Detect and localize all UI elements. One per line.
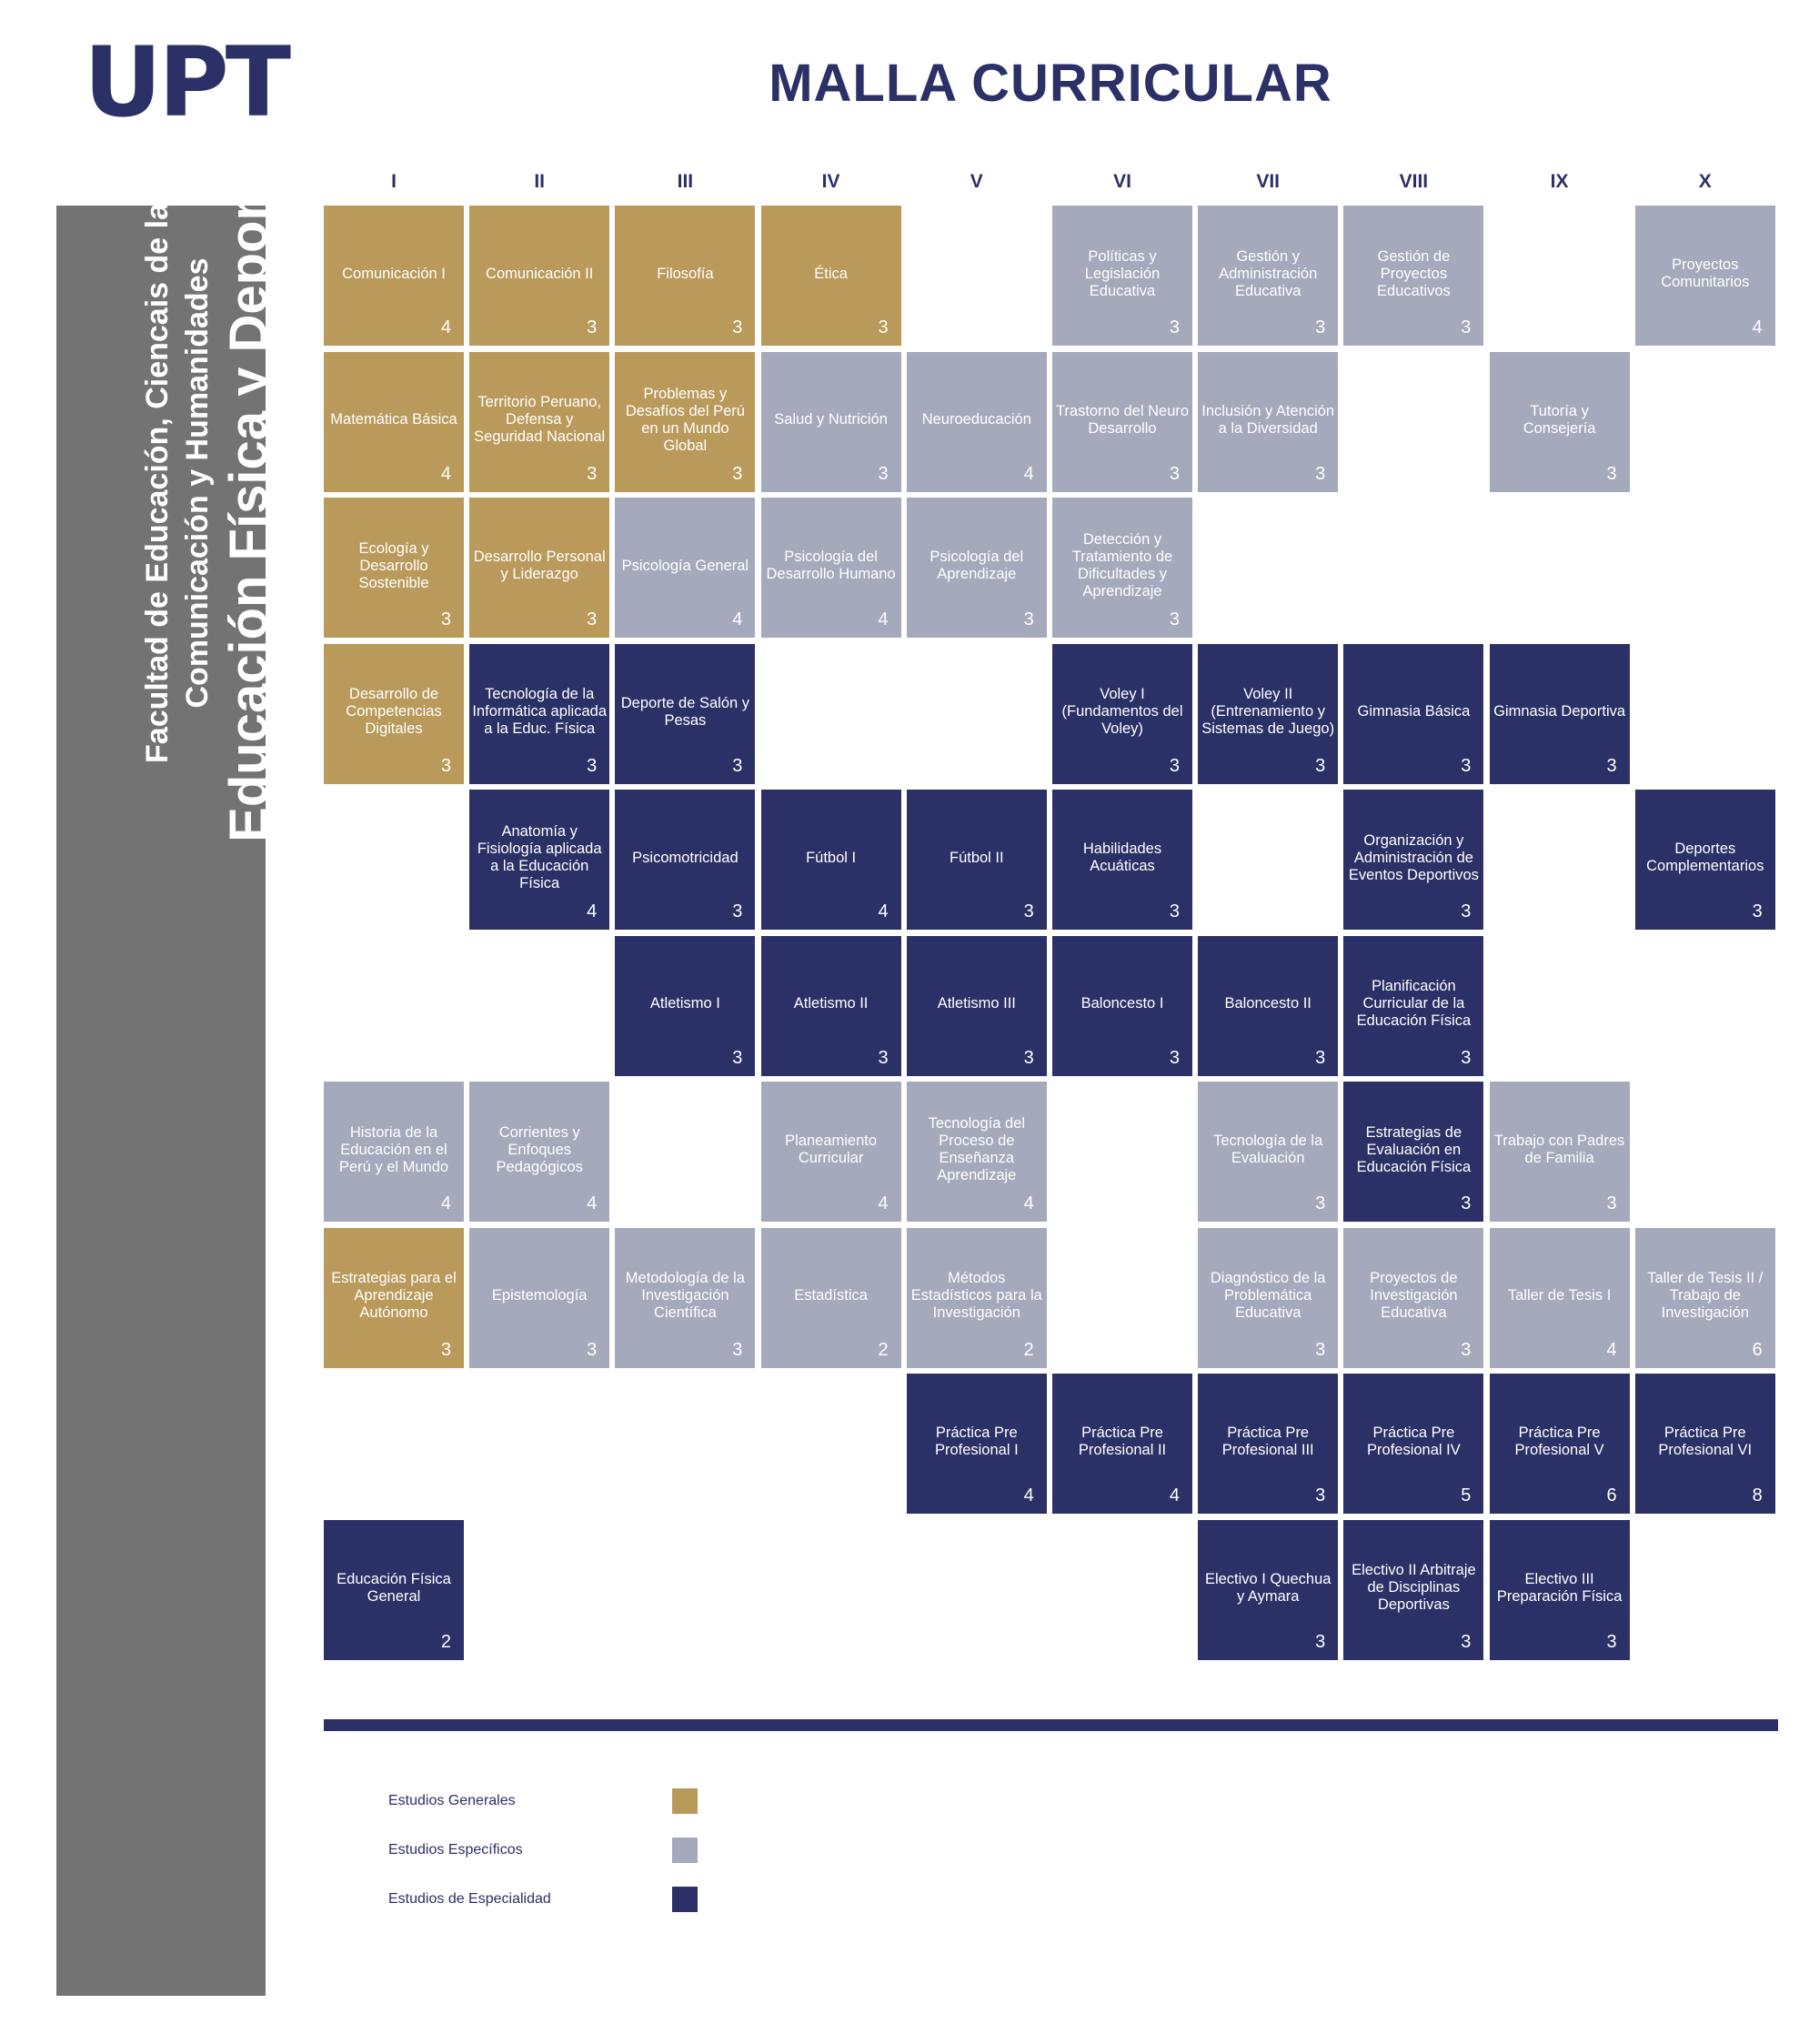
course-cell xyxy=(761,498,901,638)
course-credits: 3 xyxy=(1461,1193,1472,1213)
course-credits: 4 xyxy=(878,901,889,921)
course-name: Diagnóstico de la Problemática Educativa xyxy=(1210,1270,1326,1321)
course-cell xyxy=(1635,1228,1775,1368)
course-name: Planificación Curricular de la Educación Física xyxy=(1356,978,1472,1029)
course-credits: 2 xyxy=(878,1339,889,1360)
course-cell xyxy=(1490,1374,1630,1514)
course-name: Tutoría y Consejería xyxy=(1523,402,1596,437)
course-name: Práctica Pre Profesional I xyxy=(934,1425,1019,1458)
legend-swatch xyxy=(672,1887,698,1912)
course-cell xyxy=(1052,206,1192,346)
course-name: Desarrollo Personal y Liderazgo xyxy=(473,549,606,582)
course-credits: 3 xyxy=(732,1339,743,1360)
course-credits: 3 xyxy=(1461,1339,1472,1360)
course-credits: 3 xyxy=(1461,901,1472,921)
course-cell xyxy=(1635,790,1775,930)
course-credits: 3 xyxy=(1169,609,1180,629)
course-credits: 5 xyxy=(1461,1485,1472,1505)
course-name: Matemática Básica xyxy=(330,411,457,428)
course-credits: 3 xyxy=(1315,1047,1326,1068)
legend-label: Estudios Específicos xyxy=(388,1842,523,1858)
course-name: Deporte de Salón y Pesas xyxy=(620,694,750,729)
course-name: Planeamiento Curricular xyxy=(785,1133,878,1166)
divider-bar xyxy=(324,1719,1778,1731)
course-cell xyxy=(324,206,464,346)
course-name: Trabajo con Padres de Familia xyxy=(1493,1133,1625,1166)
course-credits: 4 xyxy=(878,1193,889,1213)
course-credits: 4 xyxy=(1169,1485,1180,1505)
course-name: Práctica Pre Profesional IV xyxy=(1367,1425,1461,1458)
course-cell xyxy=(1343,644,1483,784)
sidebar-text xyxy=(105,0,314,1111)
course-cell xyxy=(1052,1374,1192,1514)
course-cell xyxy=(1198,1374,1338,1514)
course-credits: 4 xyxy=(1023,1485,1034,1505)
course-name: Detección y Tratamiento de Dificultades y Aprendizaje xyxy=(1071,531,1173,599)
course-name: Tecnología de la Evaluación xyxy=(1213,1133,1323,1166)
course-credits: 4 xyxy=(1606,1339,1617,1360)
course-name: Políticas y Legislación Educativa xyxy=(1084,247,1161,299)
course-name: Comunicación I xyxy=(342,265,446,282)
course-name: Salud y Nutrición xyxy=(774,411,888,428)
course-credits: 3 xyxy=(587,755,598,776)
course-name: Comunicación II xyxy=(486,265,594,282)
course-cell xyxy=(1052,352,1192,492)
course-name: Psicología del Aprendizaje xyxy=(930,549,1024,582)
semester-header-vi: VI xyxy=(1113,171,1131,192)
course-cell xyxy=(1490,352,1630,492)
course-credits: 3 xyxy=(440,1339,451,1360)
course-cell xyxy=(1198,936,1338,1076)
course-cell xyxy=(324,498,464,638)
course-name: Voley II (Entrenamiento y Sistemas de Juego) xyxy=(1201,686,1335,737)
course-credits: 6 xyxy=(1752,1339,1763,1360)
course-credits: 6 xyxy=(1606,1485,1617,1505)
course-credits: 3 xyxy=(1315,755,1326,776)
course-name: Neuroeducación xyxy=(921,411,1031,428)
course-credits: 2 xyxy=(440,1631,451,1652)
course-credits: 3 xyxy=(878,1047,889,1068)
course-name: Anatomía y Fisiología aplicada a la Educación Física xyxy=(477,823,602,891)
course-cell xyxy=(907,1082,1047,1222)
course-cell xyxy=(1198,1228,1338,1368)
course-cell xyxy=(1490,1228,1630,1368)
course-name: Proyectos Comunitarios xyxy=(1661,257,1750,290)
semester-header-iii: III xyxy=(677,171,694,192)
faculty-name-line-1: Facultad de Educación, Ciencais de la xyxy=(140,203,175,763)
course-name: Gimnasia Básica xyxy=(1357,703,1471,720)
course-name: Práctica Pre Profesional III xyxy=(1221,1425,1314,1458)
course-name: Electivo I Quechua y Aymara xyxy=(1204,1570,1332,1605)
course-credits: 3 xyxy=(1606,1193,1617,1213)
course-name: Tecnología de la Informática aplicada a la Educ. Física xyxy=(472,686,608,737)
course-credits: 3 xyxy=(1461,1047,1472,1068)
course-credits: 3 xyxy=(1315,1631,1326,1652)
course-name: Electivo II Arbitraje de Disciplinas Deportivas xyxy=(1352,1562,1476,1613)
semester-header-viii: VIII xyxy=(1399,171,1429,192)
course-name: Trastorno del Neuro Desarrollo xyxy=(1055,402,1190,437)
course-cell xyxy=(1490,1520,1630,1660)
course-cell xyxy=(761,936,901,1076)
semester-header-x: X xyxy=(1698,171,1712,192)
course-credits: 4 xyxy=(1752,317,1763,337)
course-cell xyxy=(324,644,464,784)
course-name: Práctica Pre Profesional VI xyxy=(1658,1425,1753,1458)
course-credits: 3 xyxy=(440,755,451,776)
course-name: Electivo III Preparación Física xyxy=(1496,1570,1623,1605)
course-cell xyxy=(324,352,464,492)
course-cell xyxy=(1635,1374,1775,1514)
course-credits: 3 xyxy=(1606,463,1617,484)
semester-header-iv: IV xyxy=(821,171,840,192)
course-cell xyxy=(1198,206,1338,346)
course-cell xyxy=(1052,790,1192,930)
course-credits: 3 xyxy=(440,609,451,629)
course-cell xyxy=(1343,1374,1483,1514)
course-name: Voley I (Fundamentos del Voley) xyxy=(1061,686,1183,737)
course-credits: 3 xyxy=(587,1339,598,1360)
course-name: Práctica Pre Profesional V xyxy=(1514,1425,1604,1458)
semester-header-v: V xyxy=(970,171,983,192)
semester-header-i: I xyxy=(391,171,397,192)
course-cell xyxy=(907,790,1047,930)
course-cell xyxy=(469,206,609,346)
course-cell xyxy=(761,790,901,930)
semester-header-ix: IX xyxy=(1550,171,1569,192)
course-name: Atletismo II xyxy=(793,995,869,1012)
course-credits: 3 xyxy=(1752,901,1763,921)
course-credits: 2 xyxy=(1023,1339,1034,1360)
course-name: Taller de Tesis I xyxy=(1507,1287,1612,1304)
course-credits: 3 xyxy=(1461,755,1472,776)
course-name: Estadística xyxy=(794,1287,868,1304)
course-name: Organización y Administración de Eventos Deportivos xyxy=(1348,831,1479,883)
course-credits: 4 xyxy=(440,1193,451,1213)
course-cell xyxy=(907,352,1047,492)
course-credits: 3 xyxy=(587,609,598,629)
course-credits: 3 xyxy=(1169,317,1180,337)
course-name: Fútbol II xyxy=(949,849,1004,866)
course-credits: 3 xyxy=(878,463,889,484)
course-name: Estrategias para el Aprendizaje Autónomo xyxy=(331,1270,457,1321)
course-name: Educación Física General xyxy=(337,1570,451,1605)
course-cell xyxy=(324,1520,464,1660)
course-name: Proyectos de Investigación Educativa xyxy=(1370,1270,1458,1321)
course-name: Psicomotricidad xyxy=(632,849,739,866)
page-title: MALLA CURRICULAR xyxy=(769,54,1332,113)
course-credits: 3 xyxy=(732,1047,743,1068)
course-credits: 3 xyxy=(1461,1631,1472,1652)
course-credits: 4 xyxy=(1023,463,1034,484)
course-cell xyxy=(1490,644,1630,784)
course-name: Psicología General xyxy=(621,557,749,574)
course-name: Desarrollo de Competencias Digitales xyxy=(346,686,442,737)
course-name: Ecología y Desarrollo Sostenible xyxy=(358,539,429,591)
course-credits: 3 xyxy=(1315,463,1326,484)
course-cell xyxy=(761,1228,901,1368)
course-cell xyxy=(1343,1082,1483,1222)
course-cell xyxy=(1343,1520,1483,1660)
course-credits: 3 xyxy=(1023,609,1034,629)
course-cell xyxy=(615,1228,755,1368)
course-cell xyxy=(615,644,755,784)
course-name: Epistemología xyxy=(491,1287,588,1304)
course-cell xyxy=(761,1082,901,1222)
semester-header-vii: VII xyxy=(1256,171,1281,192)
course-credits: 3 xyxy=(1169,463,1180,484)
course-credits: 3 xyxy=(1315,317,1326,337)
program-name: Educación Física y Deportes xyxy=(219,124,278,842)
legend-label: Estudios Generales xyxy=(388,1793,516,1808)
course-credits: 3 xyxy=(1315,1339,1326,1360)
course-name: Gestión de Proyectos Educativos xyxy=(1377,247,1451,299)
course-credits: 3 xyxy=(1315,1485,1326,1505)
course-credits: 3 xyxy=(587,317,598,337)
course-credits: 4 xyxy=(587,901,598,921)
course-cell xyxy=(1052,644,1192,784)
course-credits: 3 xyxy=(1315,1193,1326,1213)
course-credits: 3 xyxy=(1461,317,1472,337)
course-cell xyxy=(1052,498,1192,638)
course-cell xyxy=(1198,1520,1338,1660)
course-credits: 3 xyxy=(1169,1047,1180,1068)
course-cell xyxy=(469,644,609,784)
course-name: Gestión y Administración Educativa xyxy=(1219,247,1318,299)
course-credits: 4 xyxy=(1023,1193,1034,1213)
course-cell xyxy=(1343,206,1483,346)
faculty-name-line-2: Comunicación y Humanidades xyxy=(180,257,215,709)
legend-label: Estudios de Especialidad xyxy=(388,1891,551,1907)
course-cell xyxy=(761,206,901,346)
course-cell xyxy=(324,1228,464,1368)
course-name: Problemas y Desafíos del Perú en un Mundo Global xyxy=(625,385,745,454)
upt-logo: UPT xyxy=(84,26,288,138)
course-name: Ética xyxy=(814,265,848,282)
course-credits: 4 xyxy=(732,609,743,629)
course-cell xyxy=(324,1082,464,1222)
course-cell xyxy=(1052,936,1192,1076)
course-cell xyxy=(469,790,609,930)
course-credits: 3 xyxy=(878,317,889,337)
course-cell xyxy=(1635,206,1775,346)
course-credits: 3 xyxy=(1169,755,1180,776)
course-cell xyxy=(907,1228,1047,1368)
course-cell xyxy=(907,498,1047,638)
course-name: Atletismo III xyxy=(937,995,1016,1012)
course-credits: 3 xyxy=(732,901,743,921)
semester-header-ii: II xyxy=(534,171,546,192)
course-credits: 3 xyxy=(732,755,743,776)
course-name: Metodología de la Investigación Científica xyxy=(625,1270,745,1321)
course-cell xyxy=(469,498,609,638)
legend-swatch xyxy=(672,1838,698,1863)
course-cell xyxy=(615,790,755,930)
course-name: Territorio Peruano, Defensa y Seguridad Nacional xyxy=(474,394,606,445)
course-credits: 3 xyxy=(1606,755,1617,776)
course-name: Gimnasia Deportiva xyxy=(1493,703,1626,720)
course-credits: 4 xyxy=(440,463,451,484)
course-name: Fútbol I xyxy=(806,849,857,866)
course-name: Taller de Tesis II / Trabajo de Investigación xyxy=(1647,1270,1764,1321)
course-credits: 4 xyxy=(440,317,451,337)
course-credits: 3 xyxy=(732,463,743,484)
course-credits: 4 xyxy=(878,609,889,629)
course-credits: 3 xyxy=(1023,901,1034,921)
course-cell xyxy=(615,936,755,1076)
course-cell xyxy=(907,1374,1047,1514)
course-cell xyxy=(1343,1228,1483,1368)
course-cell xyxy=(469,1228,609,1368)
course-cell xyxy=(469,1082,609,1222)
course-credits: 3 xyxy=(1169,901,1180,921)
course-name: Métodos Estadísticos para la Investigación xyxy=(910,1270,1042,1321)
course-cell xyxy=(907,936,1047,1076)
course-cell xyxy=(1343,936,1483,1076)
course-name: Baloncesto II xyxy=(1224,995,1311,1012)
course-name: Inclusión y Atención a la Diversidad xyxy=(1201,402,1335,437)
course-credits: 3 xyxy=(1606,1631,1617,1652)
course-credits: 3 xyxy=(732,317,743,337)
course-cell xyxy=(1343,790,1483,930)
legend-swatch xyxy=(672,1788,698,1814)
course-name: Tecnología del Proceso de Enseñanza Aprendizaje xyxy=(928,1115,1025,1183)
course-cell xyxy=(469,352,609,492)
course-name: Habilidades Acuáticas xyxy=(1082,841,1162,874)
course-name: Deportes Complementarios xyxy=(1646,841,1764,874)
course-name: Psicología del Desarrollo Humano xyxy=(766,549,896,582)
course-cell xyxy=(615,498,755,638)
course-cell xyxy=(1198,1082,1338,1222)
course-name: Baloncesto I xyxy=(1080,995,1164,1012)
course-cell xyxy=(615,206,755,346)
course-name: Práctica Pre Profesional II xyxy=(1078,1425,1167,1458)
course-cell xyxy=(1490,1082,1630,1222)
course-name: Estrategias de Evaluación en Educación Física xyxy=(1356,1123,1472,1175)
course-cell xyxy=(615,352,755,492)
course-credits: 4 xyxy=(587,1193,598,1213)
course-name: Historia de la Educación en el Perú y el Mundo xyxy=(338,1123,449,1175)
course-credits: 3 xyxy=(587,463,598,484)
course-name: Corrientes y Enfoques Pedagógicos xyxy=(496,1123,583,1175)
course-name: Filosofía xyxy=(657,265,714,282)
course-cell xyxy=(1198,644,1338,784)
course-cell xyxy=(1198,352,1338,492)
course-name: Atletismo I xyxy=(649,995,720,1012)
course-credits: 8 xyxy=(1752,1485,1763,1505)
course-cell xyxy=(761,352,901,492)
course-credits: 3 xyxy=(1023,1047,1034,1068)
